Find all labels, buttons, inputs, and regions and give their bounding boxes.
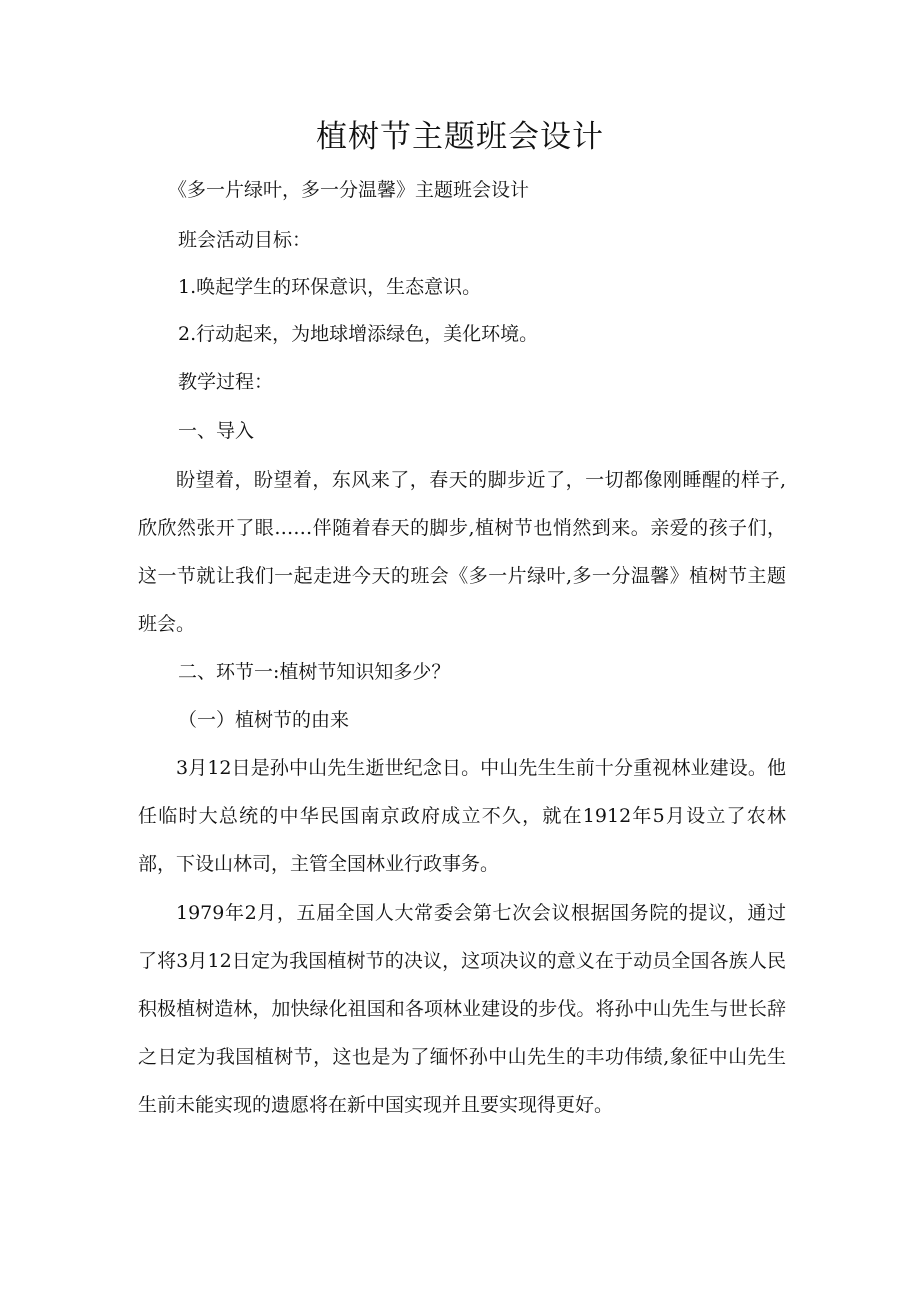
section-1-heading: 一、导入 <box>178 420 255 442</box>
section-2-heading: 二、环节一:植树节知识知多少？ <box>178 661 451 683</box>
document-title: 植树节主题班会设计 <box>316 119 604 155</box>
intro-paragraph: 盼望着，盼望着，东风来了，春天的脚步近了，一切都像刚睡醒的样子,欣欣然张开了眼……伴随着春天的脚步,植树节也悄然到来。亲爱的孩子们，这一节就让我们一起走进今天的班会《多一片绿叶,多一分温馨》植树节主题班会。 <box>138 469 786 635</box>
document-subtitle: 《多一片绿叶，多一分温馨》主题班会设计 <box>168 179 530 201</box>
subsection-1-heading: （一）植树节的由来 <box>178 709 350 731</box>
process-heading: 教学过程： <box>178 371 274 393</box>
goal-item-1: 1.唤起学生的环保意识，生态意识。 <box>178 276 482 298</box>
origin-paragraph-2: 1979年2月，五届全国人大常委会第七次会议根据国务院的提议，通过了将3月12日定为我国植树节的决议，这项决议的意义在于动员全国各族人民积极植树造林，加快绿化祖国和各项林业建设的步伐。将孙中山先生与世长辞之日定为我国植树节，这也是为了缅怀孙中山先生的丰功伟绩,象征中山先生生前未能实现的遗愿将在新中国实现并且要实现得更好。 <box>138 902 786 1116</box>
goals-heading: 班会活动目标： <box>178 229 312 251</box>
origin-paragraph-1: 3月12日是孙中山先生逝世纪念日。中山先生生前十分重视林业建设。他任临时大总统的中华民国南京政府成立不久，就在1912年5月设立了农林部，下设山林司，主管全国林业行政事务。 <box>138 757 786 875</box>
goal-item-2: 2.行动起来，为地球增添绿色，美化环境。 <box>178 323 539 345</box>
